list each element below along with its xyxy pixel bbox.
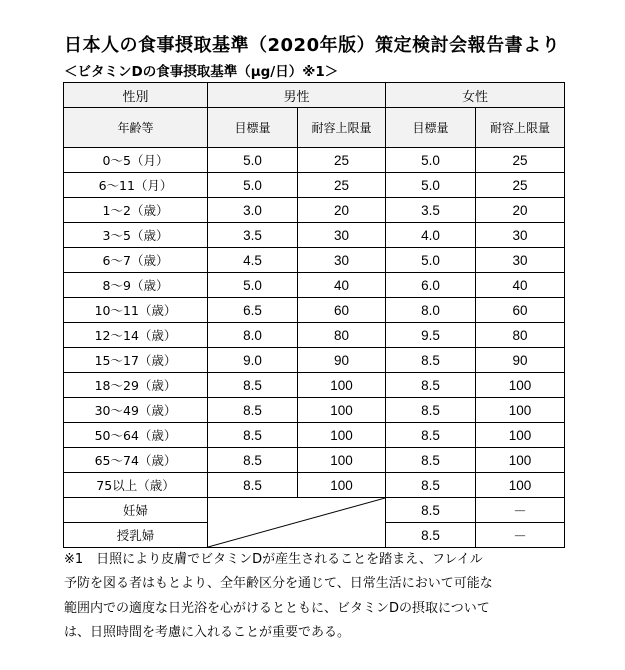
- header-row-sex: [64, 83, 565, 108]
- male-upper-cell: 30: [298, 248, 386, 273]
- table-row: [64, 373, 565, 398]
- male-target-cell: 8.5: [208, 423, 298, 448]
- male-target-cell: 6.5: [208, 298, 298, 323]
- age-group-cell: 8～9（歳）: [64, 273, 208, 298]
- female-target-cell: 8.5: [386, 498, 476, 523]
- female-target-cell: 8.5: [386, 373, 476, 398]
- footnote: [64, 548, 564, 645]
- table-row: [64, 423, 565, 448]
- table-row: [64, 298, 565, 323]
- female-upper-cell: 100: [476, 448, 565, 473]
- table-row: [64, 348, 565, 373]
- male-target-cell: 8.0: [208, 323, 298, 348]
- male-header: 男性: [208, 83, 386, 108]
- male-upper-cell: 100: [298, 473, 386, 498]
- female-target-cell: 8.0: [386, 298, 476, 323]
- not-applicable-cell: [208, 498, 386, 548]
- male-upper-cell: 90: [298, 348, 386, 373]
- female-upper-header: 耐容上限量: [476, 108, 565, 148]
- female-target-cell: 8.5: [386, 348, 476, 373]
- female-upper-cell: 40: [476, 273, 565, 298]
- female-target-cell: 4.0: [386, 223, 476, 248]
- table-row: [64, 448, 565, 473]
- male-target-cell: 4.5: [208, 248, 298, 273]
- female-target-cell: 3.5: [386, 198, 476, 223]
- female-upper-cell: 90: [476, 348, 565, 373]
- male-upper-cell: 80: [298, 323, 386, 348]
- age-header: 年齢等: [64, 108, 208, 148]
- female-upper-cell: 30: [476, 248, 565, 273]
- table-row: [64, 223, 565, 248]
- female-target-cell: 6.0: [386, 273, 476, 298]
- male-target-header: 目標量: [208, 108, 298, 148]
- age-group-cell: 1～2（歳）: [64, 198, 208, 223]
- male-target-cell: 8.5: [208, 448, 298, 473]
- male-upper-cell: 25: [298, 148, 386, 173]
- age-group-cell: 18～29（歳）: [64, 373, 208, 398]
- age-group-cell: 65～74（歳）: [64, 448, 208, 473]
- female-upper-cell: 100: [476, 423, 565, 448]
- table-row: [64, 273, 565, 298]
- male-upper-cell: 30: [298, 223, 386, 248]
- female-upper-cell: 80: [476, 323, 565, 348]
- female-header: 女性: [386, 83, 565, 108]
- diagonal-line: [208, 498, 385, 547]
- male-upper-cell: 100: [298, 448, 386, 473]
- male-target-cell: 9.0: [208, 348, 298, 373]
- document-title: 日本人の食事摂取基準（2020年版）策定検討会報告書より: [64, 35, 561, 56]
- male-upper-cell: 25: [298, 173, 386, 198]
- footnote-line: は、日照時間を考慮に入れることが重要である。: [64, 624, 351, 640]
- male-upper-cell: 100: [298, 373, 386, 398]
- table-row: [64, 148, 565, 173]
- age-group-cell: 3～5（歳）: [64, 223, 208, 248]
- male-upper-cell: 60: [298, 298, 386, 323]
- male-target-cell: 8.5: [208, 398, 298, 423]
- age-group-cell: 30～49（歳）: [64, 398, 208, 423]
- male-target-cell: 3.0: [208, 198, 298, 223]
- footnote-line: 範囲内での適度な日光浴を心がけるとともに、ビタミンDの摂取について: [64, 600, 490, 616]
- female-upper-cell: 100: [476, 398, 565, 423]
- female-upper-cell: 25: [476, 148, 565, 173]
- table-row: [64, 398, 565, 423]
- male-target-cell: 3.5: [208, 223, 298, 248]
- table-row: [64, 248, 565, 273]
- age-group-cell: 10～11（歳）: [64, 298, 208, 323]
- male-target-cell: 5.0: [208, 273, 298, 298]
- male-upper-cell: 20: [298, 198, 386, 223]
- table-row: [64, 473, 565, 498]
- female-upper-cell: 100: [476, 373, 565, 398]
- age-group-cell: 12～14（歳）: [64, 323, 208, 348]
- table-row-special: [64, 498, 565, 523]
- female-upper-cell: 30: [476, 223, 565, 248]
- age-group-cell: 6～11（月）: [64, 173, 208, 198]
- table-row: [64, 198, 565, 223]
- table-row: [64, 323, 565, 348]
- female-target-cell: 5.0: [386, 148, 476, 173]
- table-row: [64, 173, 565, 198]
- female-upper-cell: 25: [476, 173, 565, 198]
- male-target-cell: 5.0: [208, 148, 298, 173]
- male-target-cell: 8.5: [208, 473, 298, 498]
- age-group-cell: 15～17（歳）: [64, 348, 208, 373]
- female-upper-cell: －: [476, 498, 565, 523]
- age-group-cell: 6～7（歳）: [64, 248, 208, 273]
- male-upper-header: 耐容上限量: [298, 108, 386, 148]
- age-group-cell: 50～64（歳）: [64, 423, 208, 448]
- female-upper-cell: 20: [476, 198, 565, 223]
- female-target-cell: 8.5: [386, 398, 476, 423]
- sex-header: 性別: [64, 83, 208, 108]
- vitamin-d-intake-table: [63, 82, 565, 548]
- age-group-cell: 75以上（歳）: [64, 473, 208, 498]
- male-target-cell: 5.0: [208, 173, 298, 198]
- footnote-line: ※1 日照により皮膚でビタミンDが産生されることを踏まえ、フレイル: [64, 552, 483, 567]
- female-target-header: 目標量: [386, 108, 476, 148]
- footnote-line: 予防を図る者はもとより、全年齢区分を通じて、日常生活において可能な: [64, 576, 493, 592]
- female-upper-cell: 100: [476, 473, 565, 498]
- female-target-cell: 5.0: [386, 173, 476, 198]
- female-target-cell: 8.5: [386, 473, 476, 498]
- male-upper-cell: 100: [298, 398, 386, 423]
- female-target-cell: 8.5: [386, 423, 476, 448]
- male-target-cell: 8.5: [208, 373, 298, 398]
- male-upper-cell: 40: [298, 273, 386, 298]
- special-group-cell: 授乳婦: [64, 523, 208, 548]
- female-target-cell: 8.5: [386, 448, 476, 473]
- female-target-cell: 8.5: [386, 523, 476, 548]
- female-target-cell: 5.0: [386, 248, 476, 273]
- female-upper-cell: 60: [476, 298, 565, 323]
- special-group-cell: 妊婦: [64, 498, 208, 523]
- male-upper-cell: 100: [298, 423, 386, 448]
- female-target-cell: 9.5: [386, 323, 476, 348]
- age-group-cell: 0～5（月）: [64, 148, 208, 173]
- table-caption: ＜ビタミンDの食事摂取基準（μg/日）※1＞: [64, 64, 339, 80]
- header-row-measure: [64, 108, 565, 148]
- female-upper-cell: －: [476, 523, 565, 548]
